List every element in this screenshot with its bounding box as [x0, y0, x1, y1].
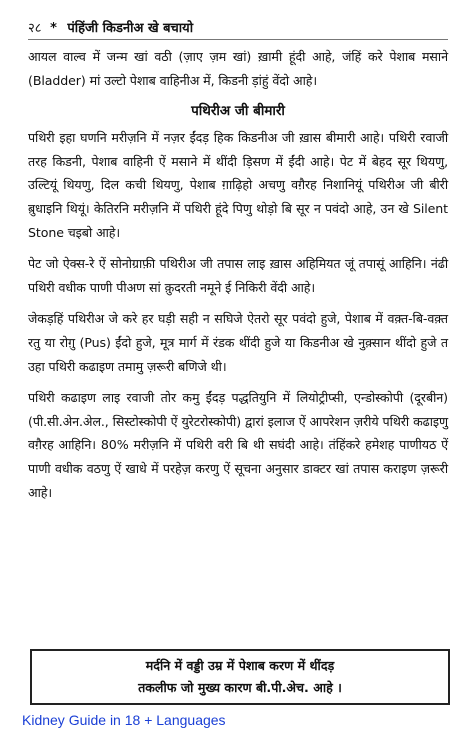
- paragraph-removal-need: जेकड़हिं पथिरीअ जे करे हर घड़ी सही न सघिजे ऐतरो सूर पवंदो हुजे, पेशाब में वक़्त-बि-वक़्त रतु या रोग़ु (Pus) ईंदो हुजे, मूत्र मार्ग में रंडक थींदी हुजे या किडनीअ खे नुक़्सान थींदो हुजे त उहा पथिरी कढाइण तमामु ज़रूरी बणिजे थी।: [28, 311, 448, 374]
- section-heading: पथिरीअ जी बीमारी: [191, 103, 285, 120]
- page-content: [28, 45, 448, 512]
- paragraph-valve: आयल वाल्व में जन्म खां वठी (ज़ाए ज़म खां) ख़ामी हूंदी आहे, जंहिं करे पेशाब मसाने (Bladder) मां उल्टो पेशाब वाहिनीअ में, किडनी ड़ांहुं वेंदो आहे।: [28, 49, 448, 88]
- book-title: पंहिंजी किडनीअ खे बचायो: [67, 21, 194, 36]
- header-divider: [28, 39, 448, 40]
- page-number: २८: [28, 21, 42, 36]
- paragraph-treatment: पथिरी कढाइण लाइ रवाजी तोर कमु ईंदड़ पद्धतियुनि में लियोट्रीप्सी, एन्डोस्कोपी (दूरबीन) (पी.सी.अेन.अेल., सिस्टोस्कोपी ऐं युरेटरोस्कोपी) द्वारां इलाज ऐं आपरेशन ज़रीये पथिरी कढाइणु वग़ैरह आहिनि। 80% मरीज़नि में पथिरी वरी बि थी सघंदी आहे। तंहिंकरे हमेशह पाणीयठ ऐं पाणी वधीक वठणु ऐं खाधे में परहेज़ करणु ऐं सूचना अनुसार डाक्टर खां तपास कराइण ज़रूरी आहे।: [28, 390, 448, 500]
- footer-link[interactable]: Kidney Guide in 18 + Languages: [22, 712, 226, 728]
- paragraph-stone-disease: पथिरी इहा घणनि मरीज़नि में नज़र ईंदड़ हिक किडनीअ जी ख़ास बीमारी आहे। पथिरी रवाजी तरह किडनी, पेशाब वाहिनी ऐं मसाने में थींदी ड़िसण में ईंदी आहे। पेट में बेहद सूर थियणु, उल्टियूं थियणु, दिल कची थियणु, पेशाब ग़ाढ़िहो अचणु वग़ैरह निशानियूं पथिरीअ जी बीरी ब़ुधाइनि थियूं। केतिरनि मरीज़नि में पथिरी हूंदे पिणु थोड़ो बि सूर न पवंदो आहे, उन खे Silent Stone चइबो आहे।: [28, 130, 448, 240]
- note-line-2: तकलीफ जो मुख्य कारण बी.पी.अेच. आहे ।: [138, 680, 342, 695]
- paragraph-diagnosis: पेट जो ऐक्स-रे ऐं सोनोग्राफ़ी पथिरीअ जी तपास लाइ ख़ास अहिमियत जूं तपासूं आहिनि। नंढी पथिरी वधीक पाणी पीअण सां क़ुदरती नमूने ई निकिरी वेंदी आहे।: [28, 256, 448, 295]
- star-separator: *: [50, 21, 57, 36]
- note-line-1: मर्दनि में वड्डी उम्र में पेशाब करण में थींदड़: [145, 658, 335, 673]
- highlight-note-box: [30, 649, 450, 705]
- page-header: [28, 18, 193, 36]
